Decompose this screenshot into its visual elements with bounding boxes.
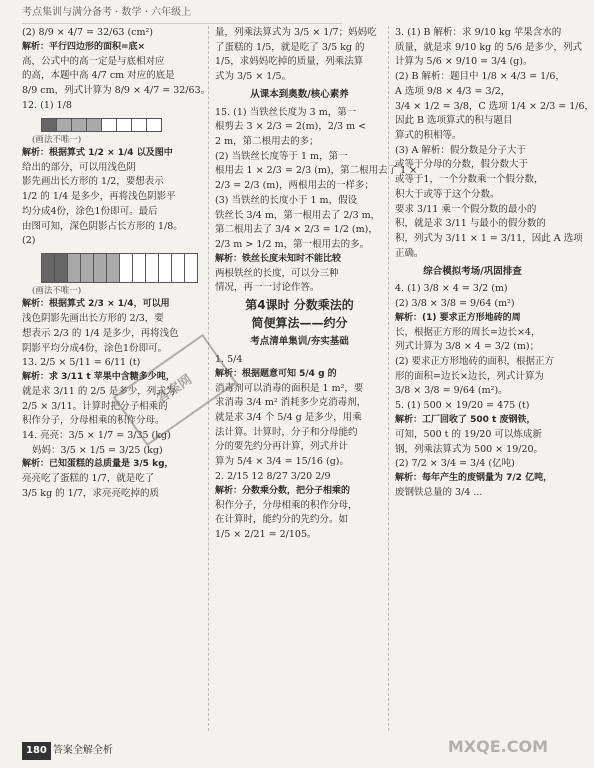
text-line: 解析：每年产生的废钢量为 7/2 亿吨，	[395, 473, 553, 483]
watermark: MXQE.COM	[447, 737, 548, 757]
text-line: 因此 B 选项算式的积与题目	[395, 115, 513, 127]
text-line: 1. 5/4	[215, 353, 243, 365]
grid-cell	[158, 253, 172, 283]
text-line: 列式计算为 3/8 × 4 = 3/2 (m)；	[395, 341, 540, 353]
section-heading: 综合模拟考场/巩固排查	[423, 265, 522, 277]
text-line: 第二根用去了 3/4 × 2/3 = 1/2 (m)，	[215, 224, 378, 236]
text-line: 了蛋糕的 1/5，就是吃了 3/5 kg 的	[215, 41, 365, 53]
text-line: 由图可知，深色阴影占长方形的 1/8。	[22, 220, 183, 232]
text-line: 要求 3/11 乘一个假分数的最小的	[395, 203, 537, 215]
text-line: 量，列乘法算式为 3/5 × 1/7；妈妈吃	[215, 27, 377, 38]
fraction-grid-2	[42, 253, 204, 283]
text-line: 妈妈：3/5 × 1/5 = 3/25 (kg)	[32, 444, 163, 456]
footer-label: 答案全解全析	[52, 745, 113, 757]
text-line: 积大于或等于这个分数。	[395, 188, 500, 200]
text-line: 两根铁丝的长度，可以分三种	[215, 267, 339, 279]
text-line: 就是求 3/11 的 2/5 是多少，列式为	[22, 385, 176, 397]
text-line: (画法不唯一)	[32, 134, 82, 145]
grid-cell	[80, 253, 94, 283]
text-line: 12. (1) 1/8	[22, 99, 72, 111]
text-line: 长，根据正方形的周长=边长×4，	[395, 326, 541, 338]
text-line: 2/5 × 3/11。计算时把分子相乘的	[22, 400, 168, 412]
text-line: 3/8 × 3/8 = 9/64 (m²)。	[395, 385, 508, 397]
text-line: 4. (1) 3/8 × 4 = 3/2 (m)	[395, 283, 508, 295]
text-line: 13. 2/5 × 5/11 = 6/11 (t)	[22, 357, 141, 369]
text-line: 15. (1) 当铁丝长度为 3 m，第一	[215, 106, 357, 118]
grid-cell	[41, 118, 57, 132]
text-line: 或等于分母的分数，假分数大于	[395, 159, 529, 171]
text-line: 算为 5/4 × 3/4 = 15/16 (g)。	[215, 456, 349, 468]
text-line: 解析：根据题意可知 5/4 g 的	[215, 368, 337, 379]
text-line: (画法不唯一)	[32, 285, 82, 296]
text-line: (2) 当铁丝长度等于 1 m，第一	[215, 150, 348, 162]
text-line: 在计算时，能约分的先约分。如	[215, 514, 349, 526]
text-line: (2) 8/9 × 4/7 = 32/63 (cm²)	[22, 27, 154, 38]
text-line: 1/5 × 2/21 = 2/105。	[215, 528, 317, 540]
grid-cell	[116, 118, 132, 132]
text-line: 1/5，求妈妈吃掉的质量，列乘法算	[215, 56, 364, 68]
text-line: 积，就是求 3/11 与最小的假分数的	[395, 218, 546, 230]
stamp-mark: 答案网	[113, 334, 238, 446]
grid-cell	[56, 118, 72, 132]
grid-cell	[67, 253, 81, 283]
answer-column-3	[388, 26, 594, 731]
text-line: 2 m，第二根用去的多；	[215, 136, 319, 148]
text-line: 影先画出长方形的 1/2，要想表示	[22, 176, 164, 188]
grid-cell	[101, 118, 117, 132]
text-line: 高，公式中的高一定是与底相对应	[22, 55, 165, 67]
text-line: (3) 当铁丝的长度小于 1 m，假设	[215, 194, 358, 206]
text-line: 形的面积=边长×边长，列式计算为	[395, 370, 544, 382]
text-line: (2) 3/8 × 3/8 = 9/64 (m²)	[395, 297, 515, 309]
text-line: 8/9 cm，列式计算为 8/9 × 4/7 = 32/63。	[22, 85, 211, 97]
text-line: 积作分子，分母相乘的积作分母，	[215, 499, 358, 511]
text-line: 解析：根据算式 2/3 × 1/4，可以用	[22, 299, 170, 310]
text-line: 积作分子，分母相乘的积作分母。	[22, 415, 165, 427]
grid-cell	[71, 118, 87, 132]
text-line: 解析：工厂回收了 500 t 废钢铁，	[395, 414, 536, 425]
text-line: 积，列式为 3/11 × 1 = 3/11，因此 A 选项	[395, 233, 583, 245]
section-heading: 从课本到奥数/核心素养	[250, 88, 349, 100]
text-line: A 选项 9/8 × 4/3 = 3/2，	[395, 85, 511, 97]
text-line: 2. 2/15 12 8/27 3/20 2/9	[215, 470, 331, 482]
grid-cell	[106, 253, 120, 283]
text-line: 解析：铁丝长度未知时不能比较	[215, 253, 342, 264]
lesson-subtitle: 简便算法——约分	[251, 316, 348, 331]
text-line: 解析：(1) 要求正方形地砖的周	[395, 312, 521, 323]
grid-cell	[93, 253, 107, 283]
text-line: 阴影平均分成4份，涂色1份即可。	[22, 342, 168, 354]
text-line: (2) 7/2 × 3/4 = 3/4 (亿吨)	[395, 458, 515, 470]
text-line: 式为 3/5 × 1/5。	[215, 71, 292, 83]
text-line: 解析：平行四边形的面积=底×	[22, 41, 146, 52]
text-line: 根剪去 3 × 2/3 = 2(m)，2/3 m <	[215, 121, 367, 133]
text-line: 解析：分数乘分数，把分子相乘的	[215, 485, 351, 496]
text-line: 浅色阴影先画出长方形的 2/3，要	[22, 313, 164, 325]
text-line: 可知，500 t 的 19/20 可以炼成新	[395, 428, 542, 440]
text-line: 废钢铁总量的 3/4 ...	[395, 486, 483, 498]
text-line: 5. (1) 500 × 19/20 = 475 (t)	[395, 400, 530, 412]
text-line: 解析：已知蛋糕的总质量是 3/5 kg，	[22, 459, 174, 470]
grid-cell	[145, 253, 159, 283]
text-line: (2)	[22, 235, 36, 247]
text-line: 铁丝长 3/4 m，第一根用去了 2/3 m，	[215, 209, 381, 221]
grid-cell	[146, 118, 162, 132]
text-line: 解析：求 3/11 t 苹果中含糖多少吨，	[22, 371, 175, 382]
lesson-title: 第4课时 分数乘法的	[245, 298, 354, 313]
text-line: 分的要先约分再计算，列式并计	[215, 441, 349, 453]
text-line: 2/3 m > 1/2 m，第一根用去的多。	[215, 239, 370, 251]
grid-cell	[41, 253, 55, 283]
text-line: 或等于1，一个分数乘一个假分数，	[395, 174, 544, 186]
text-line: 求消毒 3/4 m² 消耗多少克消毒剂，	[215, 397, 367, 409]
text-line: 解析：根据算式 1/2 × 1/4 以及图中	[22, 147, 173, 158]
text-line: 法计算。计算时，分子和分母能约	[215, 426, 358, 438]
text-line: 3. (1) B 解析：求 9/10 kg 苹果含水的	[395, 27, 562, 38]
text-line: 给出的部分，可以用浅色阴	[22, 161, 137, 173]
text-line: 14. 亮亮：3/5 × 1/7 = 3/35 (kg)	[22, 430, 171, 442]
grid-cell	[131, 118, 147, 132]
text-line: 的高，本题中高 4/7 cm 对应的底是	[22, 70, 175, 82]
text-line: 亮亮吃了蛋糕的 1/7，就是吃了	[22, 473, 155, 485]
text-line: 想表示 2/3 的 1/4 是多少，再将浅色	[22, 327, 179, 339]
grid-cell	[119, 253, 133, 283]
grid-cell	[54, 253, 68, 283]
page-number: 180	[22, 742, 51, 760]
running-header: 考点集训与满分备考 · 数学 · 六年级上	[22, 2, 342, 24]
text-line: 1/2 的 1/4 是多少，再将浅色阴影平	[22, 191, 176, 203]
text-line: 均分成4份，涂色1份即可。最后	[22, 205, 158, 217]
page-footer	[22, 742, 113, 760]
grid-cell	[184, 253, 198, 283]
fraction-grid-1	[42, 118, 204, 132]
text-line: 3/4 × 1/2 = 3/8，C 选项 1/4 × 2/3 = 1/6，	[395, 100, 594, 112]
grid-cell	[132, 253, 146, 283]
text-line: 算式的积相等。	[395, 130, 462, 142]
text-line: 钢，列乘法算式为 500 × 19/20。	[395, 443, 544, 455]
text-line: 就是求 3/4 个 5/4 g 是多少，用乘	[215, 411, 362, 423]
text-line: 计算为 5/6 × 9/10 = 3/4 (g)。	[395, 56, 533, 68]
text-line: 3/5 kg 的 1/7，求亮亮吃掉的质	[22, 488, 159, 500]
section-heading: 考点清单集训/夯实基础	[250, 336, 349, 348]
text-line: (2) B 解析：题目中 1/8 × 4/3 = 1/6，	[395, 71, 565, 83]
text-line: 2/3 = 2/3 (m)，两根用去的一样多；	[215, 180, 375, 192]
text-line: 根用去 1 × 2/3 = 2/3 (m)，第二根用去了 1 ×	[215, 165, 418, 177]
text-line: 消毒剂可以消毒的面积是 1 m²，要	[215, 382, 364, 394]
grid-cell	[86, 118, 102, 132]
grid-cell	[171, 253, 185, 283]
text-line: 质量，就是求 9/10 kg 的 5/6 是多少，列式	[395, 41, 583, 53]
text-line: 情况，再一一讨论作答。	[215, 282, 320, 294]
text-line: 正确。	[395, 247, 424, 259]
text-line: (2) 要求正方形地砖的面积，根据正方	[395, 356, 554, 368]
text-line: (3) A 解析：假分数是分子大于	[395, 144, 526, 156]
